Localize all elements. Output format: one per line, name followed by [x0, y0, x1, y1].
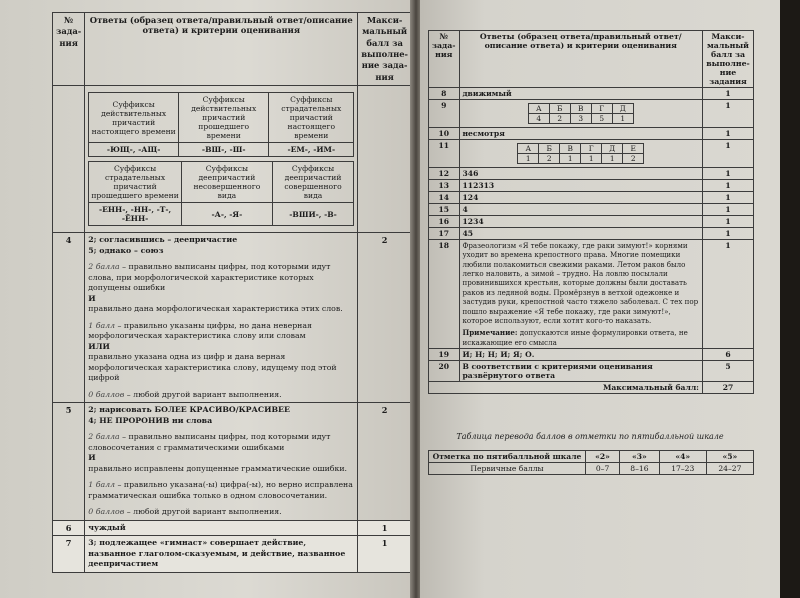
grade-cell: «2»: [586, 451, 620, 463]
suffix-row: [53, 86, 412, 233]
task-max-score: 1: [703, 216, 754, 228]
suffix-header: Суффиксы деепричастий совершенного вида: [272, 162, 353, 203]
match-letter: Г: [591, 104, 612, 114]
task-answer: В соответствии с критериями оценивания развёрнутого ответа: [459, 360, 703, 381]
task-number: 17: [429, 228, 460, 240]
criterion-score: 1 балл: [88, 480, 116, 490]
task-number: 12: [429, 168, 460, 180]
task-number: 14: [429, 192, 460, 204]
task-max-score: 1: [703, 88, 754, 100]
task-number: 7: [53, 536, 85, 573]
criterion-text: – любой другой вариант выполнения.: [124, 507, 282, 517]
match-letter: Б: [539, 144, 560, 154]
task-answer: 112313: [459, 180, 703, 192]
criterion-score: 2 балла: [88, 262, 120, 272]
left-col-answer-header: Ответы (образец ответа/правильный ответ/описание ответа) и критерии оценивания: [85, 13, 358, 86]
criterion-connector: ИЛИ: [88, 341, 110, 351]
criterion-text: правильно указана одна из цифр и дана верная морфологическая характеристика слову, идущему под этой цифрой: [88, 352, 337, 383]
right-answers-table: [428, 30, 754, 394]
task-number: 8: [429, 88, 460, 100]
suffix-header: Суффиксы действительных причастий настоящего времени: [89, 93, 179, 143]
grade-cell: «3»: [620, 451, 660, 463]
match-digit: 1: [518, 154, 539, 164]
match-letter: Д: [602, 144, 623, 154]
suffix-header: Суффиксы действительных причастий прошедшего времени: [179, 93, 269, 143]
task-max-score: 1: [703, 140, 754, 168]
task-9-row: [429, 100, 754, 128]
task-17-row: [429, 228, 754, 240]
criterion-text: – правильно выписаны цифры, под которыми идут слова, при морфологической характеристике которых допущены ошибки: [88, 262, 331, 293]
task-20-row: [429, 360, 754, 381]
task-answer: несмотря: [459, 128, 703, 140]
task-max-score: 1: [703, 100, 754, 128]
task-9-match-table: [528, 103, 634, 124]
note-label: Примечание:: [462, 328, 518, 338]
task-8-row: [429, 88, 754, 100]
task-number: 10: [429, 128, 460, 140]
task-max-score: 1: [358, 536, 412, 573]
left-col-max-header: Макси- мальный балл за выполне- ние зада- ния: [358, 13, 412, 86]
task-15-row: [429, 204, 754, 216]
max-score-row: [429, 381, 754, 393]
conversion-row-label: Первичные баллы: [429, 463, 586, 475]
criterion-score: 0 баллов: [88, 507, 125, 517]
task-12-row: [429, 168, 754, 180]
conversion-row-label: Отметка по пятибалльной шкале: [429, 451, 586, 463]
suffix-value: -ЮЩ-, -АЩ-: [89, 143, 179, 157]
task-answer: 1234: [459, 216, 703, 228]
criterion-connector: И: [88, 293, 96, 303]
match-letter: Д: [612, 104, 633, 114]
score-range-cell: 0–7: [586, 463, 620, 475]
match-letter: Г: [581, 144, 602, 154]
task-13-row: [429, 180, 754, 192]
criterion-text: – правильно указана(-ы) цифра(-ы), но верно исправлена грамматическая ошибка только в одном словосочетании.: [88, 480, 353, 500]
match-letter: В: [560, 144, 581, 154]
score-range-cell: 24–27: [706, 463, 753, 475]
task-14-row: [429, 192, 754, 204]
task-number: 6: [53, 520, 85, 536]
suffix-value: -ВШИ-, -В-: [272, 203, 353, 226]
task-18-row: [429, 240, 754, 349]
criterion-text: – любой другой вариант выполнения.: [124, 389, 282, 399]
task-answer: И; Н; Н; И; Я; О.: [459, 348, 703, 360]
match-digit: 2: [623, 154, 644, 164]
task-4-row: [53, 233, 412, 403]
match-digit: 1: [560, 154, 581, 164]
task-answer: 3; подлежащее «гимнаст» совершает действие, названное глаголом-сказуемым, и действие, названное деепричастием: [85, 536, 358, 573]
right-col-answer-header: Ответы (образец ответа/правильный ответ/описание ответа) и критерии оценивания: [459, 31, 703, 88]
right-header-row: [429, 31, 754, 88]
task-19-row: [429, 348, 754, 360]
task-answer: 2; нарисовать БОЛЕЕ КРАСИВО/КРАСИВЕЕ: [88, 405, 290, 415]
task-max-score: 1: [703, 228, 754, 240]
match-letter: А: [518, 144, 539, 154]
suffix-header: Суффиксы страдательных причастий прошедшего времени: [89, 162, 182, 203]
desk-background: [780, 0, 800, 598]
task-max-score: 2: [358, 233, 412, 403]
task-answer: чуждый: [85, 520, 358, 536]
task-max-score: 5: [703, 360, 754, 381]
task-max-score: 1: [703, 128, 754, 140]
match-digit: 1: [612, 114, 633, 124]
left-answers-table: [52, 12, 412, 573]
task-answer: 346: [459, 168, 703, 180]
task-number: 20: [429, 360, 460, 381]
match-digit: 3: [570, 114, 591, 124]
task-answer: 4: [459, 204, 703, 216]
criterion-text: правильно дана морфологическая характеристика этих слов.: [88, 304, 343, 314]
criterion-score: 0 баллов: [88, 389, 125, 399]
match-letter: Б: [549, 104, 570, 114]
task-answer: 2; согласившись – деепричастие: [88, 235, 238, 245]
task-number: 11: [429, 140, 460, 168]
match-letter: В: [570, 104, 591, 114]
task-number: 18: [429, 240, 460, 349]
task-number: 5: [53, 403, 85, 521]
task-7-row: [53, 536, 412, 573]
left-col-num-header: № зада- ния: [53, 13, 85, 86]
task-max-score: 1: [358, 520, 412, 536]
task-answer: 5; однако – союз: [88, 245, 164, 255]
task-number: 13: [429, 180, 460, 192]
task-6-row: [53, 520, 412, 536]
task-max-score: 1: [703, 168, 754, 180]
suffix-header: Суффиксы деепричастий несовершенного вида: [181, 162, 272, 203]
task-answer: 4; НЕ ПРОРОНИВ ни слова: [88, 415, 213, 425]
task-max-score: 1: [703, 180, 754, 192]
match-digit: 1: [602, 154, 623, 164]
task-18-answer-text: Фразеологизм «Я тебе покажу, где раки зимуют!» корнями уходит во времена крепостного права. Многие помещики любили полакомиться свежими раками. Летом раков было легко наловить, а зимой – трудно. На ловлю посылали провинившихся крестьян, которые должны были доставать раков из ледяной воды. Промёрзнув в ветхой одежонке и застудив руки, крепостной часто тяжело заболевал. С тех пор пошло выражение «Я тебе покажу, где раки зимуют!», которое используют, если хотят кого-то наказать.: [462, 241, 699, 325]
criterion-score: 2 балла: [88, 432, 120, 442]
match-digit: 5: [591, 114, 612, 124]
criterion-text: – правильно указаны цифры, но дана неверная морфологическая характеристика слову или словам: [88, 320, 312, 341]
suffix-value: -ЕНН-, -НН-, -Т-, -ЁНН-: [89, 203, 182, 226]
match-digit: 1: [581, 154, 602, 164]
match-letter: Е: [623, 144, 644, 154]
task-answer: 124: [459, 192, 703, 204]
suffix-value: -ВШ-, -Ш-: [179, 143, 269, 157]
task-5-row: [53, 403, 412, 521]
grade-conversion-table: [428, 450, 754, 475]
match-digit: 2: [549, 114, 570, 124]
criterion-text: правильно исправлены допущенные грамматические ошибки.: [88, 463, 348, 473]
conversion-table-caption: Таблица перевода баллов в отметки по пятибалльной шкале: [456, 432, 724, 441]
suffix-value: -А-, -Я-: [181, 203, 272, 226]
suffix-table-2: [88, 161, 354, 226]
match-digit: 4: [528, 114, 549, 124]
suffix-table-1: [88, 92, 354, 157]
task-max-score: 1: [703, 192, 754, 204]
match-letter: А: [528, 104, 549, 114]
task-11-match-table: [517, 143, 644, 164]
task-10-row: [429, 128, 754, 140]
task-answer: 45: [459, 228, 703, 240]
max-score-label: Максимальный балл:: [429, 381, 703, 393]
score-range-cell: 8–16: [620, 463, 660, 475]
grade-cell: «4»: [659, 451, 706, 463]
task-max-score: 1: [703, 240, 754, 349]
task-number: 16: [429, 216, 460, 228]
task-answer: движимый: [459, 88, 703, 100]
criterion-text: – правильно выписаны цифры, под которыми идут словосочетания с грамматическими ошибками: [88, 432, 331, 452]
right-col-num-header: № зада- ния: [429, 31, 460, 88]
task-max-score: 2: [358, 403, 412, 521]
left-header-row: [53, 13, 412, 86]
match-digit: 2: [539, 154, 560, 164]
task-number: 15: [429, 204, 460, 216]
task-max-score: 6: [703, 348, 754, 360]
task-number: 19: [429, 348, 460, 360]
suffix-value: -ЕМ-, -ИМ-: [269, 143, 354, 157]
task-number: 9: [429, 100, 460, 128]
score-range-cell: 17–23: [659, 463, 706, 475]
grade-cell: «5»: [706, 451, 753, 463]
task-16-row: [429, 216, 754, 228]
right-col-max-header: Макси- мальный балл за выполне- ние задания: [703, 31, 754, 88]
suffix-header: Суффиксы страдательных причастий настоящего времени: [269, 93, 354, 143]
criterion-connector: И: [88, 453, 96, 463]
task-11-row: [429, 140, 754, 168]
criterion-score: 1 балл: [88, 320, 116, 330]
max-score-value: 27: [703, 381, 754, 393]
task-max-score: 1: [703, 204, 754, 216]
task-number: 4: [53, 233, 85, 403]
note-text: допускаются иные формулировки ответа, не искажающие его смысла: [462, 328, 688, 347]
